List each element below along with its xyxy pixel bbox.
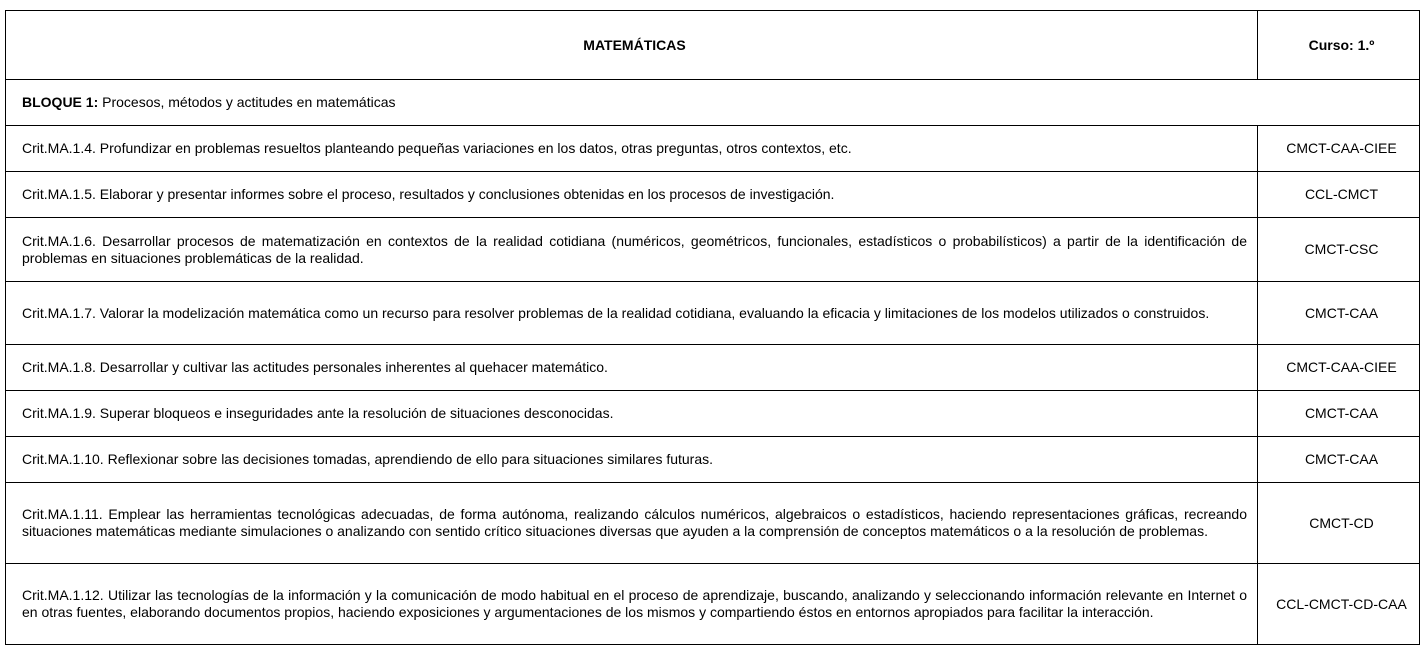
table-row [6, 282, 1420, 345]
competences-code: CMCT-CAA [1258, 282, 1420, 345]
criterion-text: Crit.MA.1.7. Valorar la modelización matemática como un recurso para resolver problemas de la realidad cotidiana, evaluando la eficacia y limitaciones de los modelos utilizados o construidos. [6, 282, 1258, 345]
block-row [6, 80, 1420, 126]
criterion-text: Crit.MA.1.4. Profundizar en problemas resueltos planteando pequeñas variaciones en los datos, otras preguntas, otros contextos, etc. [6, 126, 1258, 172]
table-row [6, 564, 1420, 645]
competences-code: CCL-CMCT [1258, 172, 1420, 218]
criteria-table [5, 10, 1420, 645]
block-label: BLOQUE 1: [22, 94, 99, 110]
competences-code: CCL-CMCT-CD-CAA [1258, 564, 1420, 645]
criterion-text: Crit.MA.1.5. Elaborar y presentar informes sobre el proceso, resultados y conclusiones obtenidas en los procesos de investigación. [6, 172, 1258, 218]
subject-title: MATEMÁTICAS [6, 11, 1258, 80]
competences-code: CMCT-CAA-CIEE [1258, 126, 1420, 172]
competences-code: CMCT-CAA [1258, 437, 1420, 483]
criterion-text: Crit.MA.1.12. Utilizar las tecnologías de la información y la comunicación de modo habitual en el proceso de aprendizaje, buscando, analizando y seleccionando información relevante en Internet o en otras fuentes, elaborando documentos propios, haciendo exposiciones y argumentaciones de los mismos y compartiendo éstos en entornos apropiados para facilitar la interacción. [6, 564, 1258, 645]
criterion-text: Crit.MA.1.9. Superar bloqueos e inseguridades ante la resolución de situaciones desconocidas. [6, 391, 1258, 437]
criterion-text: Crit.MA.1.8. Desarrollar y cultivar las actitudes personales inherentes al quehacer matemático. [6, 345, 1258, 391]
criterion-text: Crit.MA.1.10. Reflexionar sobre las decisiones tomadas, aprendiendo de ello para situaciones similares futuras. [6, 437, 1258, 483]
table-row [6, 483, 1420, 564]
header-row [6, 11, 1420, 80]
block-heading [6, 80, 1420, 126]
competences-code: CMCT-CAA-CIEE [1258, 345, 1420, 391]
table-row [6, 218, 1420, 282]
criterion-text: Crit.MA.1.11. Emplear las herramientas tecnológicas adecuadas, de forma autónoma, realizando cálculos numéricos, algebraicos o estadísticos, haciendo representaciones gráficas, recreando situaciones matemáticas mediante simulaciones o analizando con sentido crítico situaciones diversas que ayuden a la comprensión de conceptos matemáticos o a la resolución de problemas. [6, 483, 1258, 564]
table-row [6, 172, 1420, 218]
table-row [6, 345, 1420, 391]
table-row [6, 437, 1420, 483]
competences-code: CMCT-CD [1258, 483, 1420, 564]
block-title: Procesos, métodos y actitudes en matemáticas [102, 94, 396, 110]
competences-code: CMCT-CAA [1258, 391, 1420, 437]
table-row [6, 126, 1420, 172]
competences-code: CMCT-CSC [1258, 218, 1420, 282]
criterion-text: Crit.MA.1.6. Desarrollar procesos de matematización en contextos de la realidad cotidiana (numéricos, geométricos, funcionales, estadísticos o probabilísticos) a partir de la identificación de problemas en situaciones problemáticas de la realidad. [6, 218, 1258, 282]
table-row [6, 391, 1420, 437]
course-label: Curso: 1.º [1258, 11, 1420, 80]
